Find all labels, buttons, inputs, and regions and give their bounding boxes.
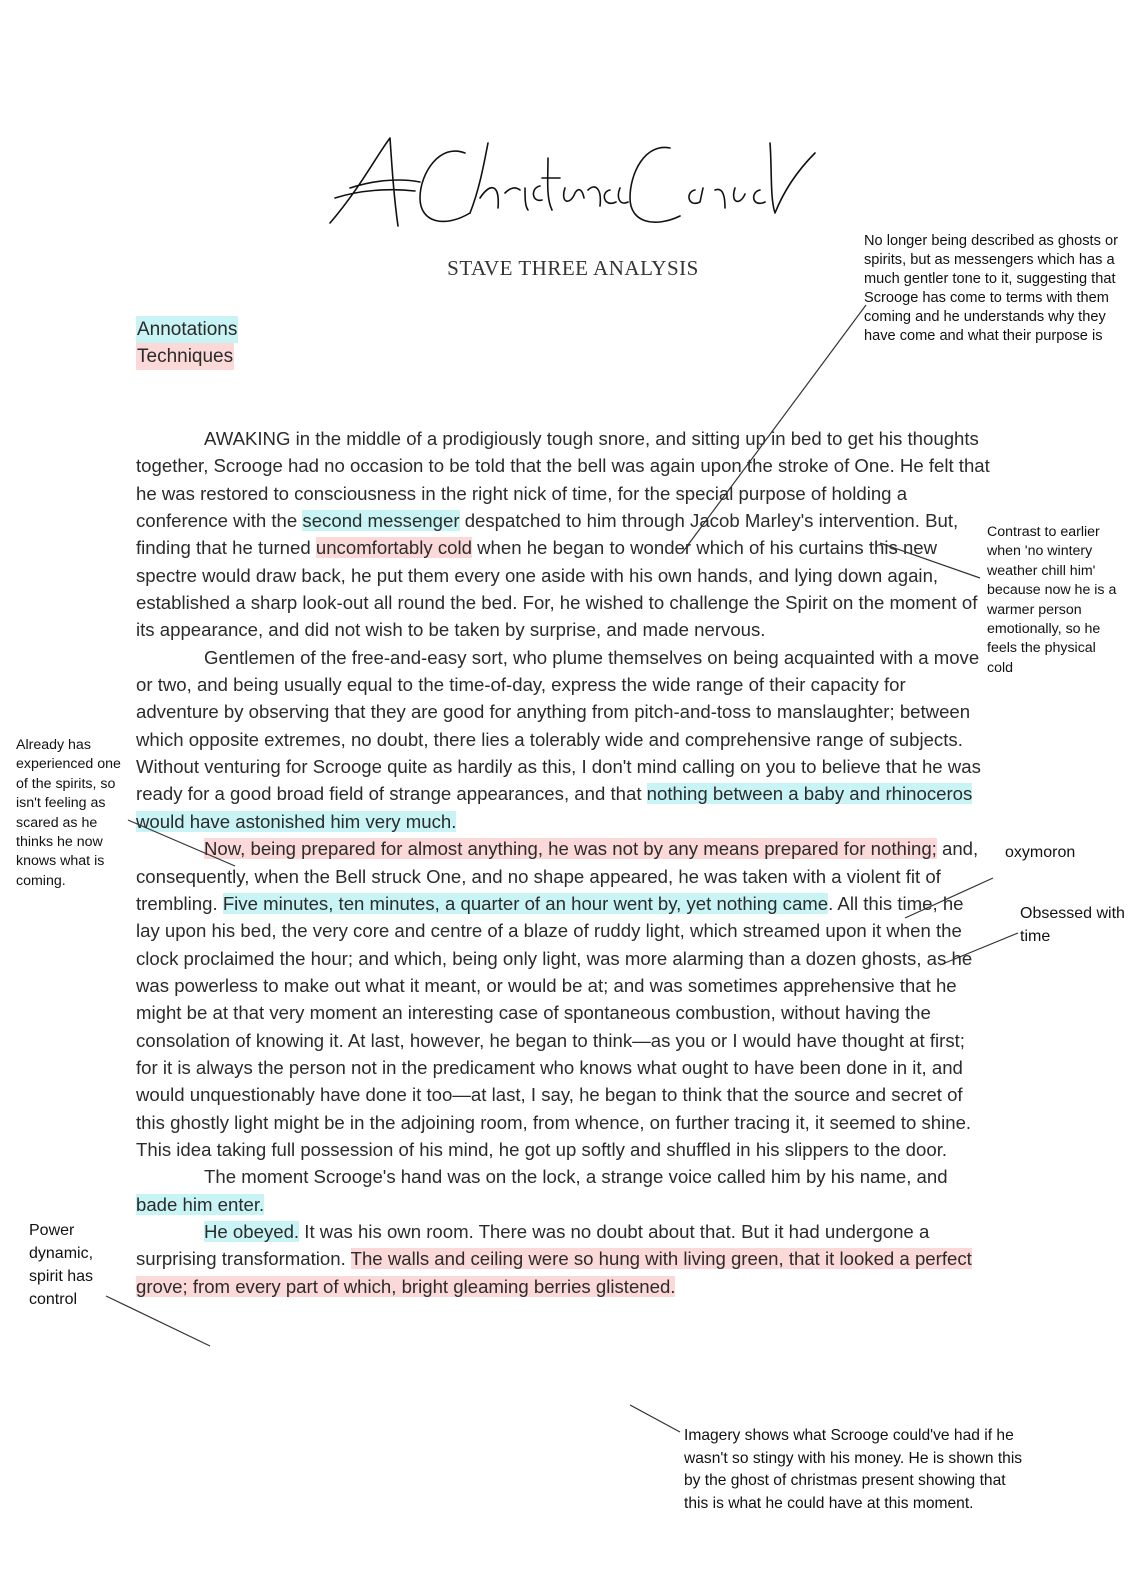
note-oxymoron: oxymoron xyxy=(1005,844,1076,861)
highlight-five-minutes: Five minutes, ten minutes, a quarter of an hour went by, yet nothing came xyxy=(222,892,829,914)
legend-annotations: Annotations xyxy=(136,316,238,343)
note-power-dynamic: Power dynamic, spirit has control xyxy=(29,1222,94,1308)
legend-techniques: Techniques xyxy=(136,343,234,370)
highlight-baby-rhinoceros: nothing between a baby and rhinoceros would have astonished him very much. xyxy=(136,783,973,832)
paragraph-3: Now, being prepared for almost anything, he was not by any means prepared for nothing; and, consequently, when the Bell struck One, and no shape appeared, he was taken with a violent fit of trembling. Five minutes, ten minutes, a quarter of an hour went by, yet nothing came. All this time, he lay upon his bed, the very core and centre of a blaze of ruddy light, which streamed upon it when the clock proclaimed the hour; and which, being only light, was more alarming than a dozen ghosts, as he was powerless to make out what it meant, or would be at; and was sometimes apprehensive that he might be at that very moment an interesting case of spontaneous combustion, without having the consolation of knowing it. At last, however, he began to think—as you or I would have thought at first; for it is always the person not in the predicament who knows what ought to have been done in it, and would unquestionably have done it too—at last, I say, he began to think that the source and secret of this ghostly light might be in the adjoining room, from whence, on further tracing it, it seemed to shine. This idea taking full possession of his mind, he got up softly and shuffled in his slippers to the door. xyxy=(136,838,979,1160)
note-messengers: No longer being described as ghosts or spirits, but as messengers which has a much gentler tone to it, suggesting that Scrooge has come to terms with them coming and he understands why they have come and what their purpose is xyxy=(864,233,1118,344)
note-obsessed-with-time: Obsessed with time xyxy=(1020,905,1125,945)
note-imagery: Imagery shows what Scrooge could've had if he wasn't so stingy with his money. He is shown this by the ghost of christmas present showing that this is what he could have at this moment. xyxy=(684,1427,1023,1512)
highlight-prepared-for-nothing: Now, being prepared for almost anything, he was not by any means prepared for nothing; xyxy=(204,838,937,860)
stave-text xyxy=(136,425,991,1300)
highlight-legend xyxy=(136,316,238,370)
paragraph-2: Gentlemen of the free-and-easy sort, who plume themselves on being acquainted with a move or two, and being usually equal to the time-of-day, express the wide range of their capacity for adventure by observing that they are good for anything from pitch-and-toss to manslaughter; between which opposite extremes, no doubt, there lies a tolerably wide and comprehensive range of subjects. Without venturing for Scrooge quite as hardily as this, I don't mind calling on you to believe that he was ready for a good broad field of strange appearances, and that nothing between a baby and rhinoceros would have astonished him very much. xyxy=(136,646,981,832)
paragraph-5: He obeyed. It was his own room. There was no doubt about that. But it had undergone a surprising transformation. The walls and ceiling were so hung with living green, that it looked a perfect grove; from every part of which, bright gleaming berries glistened. xyxy=(136,1220,972,1297)
connector-power xyxy=(106,1296,210,1346)
note-contrast: Contrast to earlier when 'no wintery weather chill him' because now he is a warmer person emotionally, so he feels the physical cold xyxy=(987,524,1117,676)
highlight-bade-him-enter: bade him enter. xyxy=(136,1193,265,1215)
connector-imagery xyxy=(630,1405,680,1432)
highlight-living-green: The walls and ceiling were so hung with living green, that it looked a perfect grove; from every part of which, bright gleaming berries glistened. xyxy=(136,1248,972,1297)
page-subtitle: STAVE THREE ANALYSIS xyxy=(447,256,699,280)
paragraph-1: AWAKING in the middle of a prodigiously tough snore, and sitting up in bed to get his thoughts together, Scrooge had no occasion to be told that the bell was again upon the stroke of One. He felt that he was restored to consciousness in the right nick of time, for the special purpose of holding a conference with the second messenger despatched to him through Jacob Marley's intervention. But, finding that he turned uncomfortably cold when he began to wonder which of his curtains this new spectre would draw back, he put them every one aside with his own hands, and lying down again, established a sharp look-out all round the bed. For, he wished to challenge the Spirit on the moment of its appearance, and did not wish to be taken by surprise, and made nervous. xyxy=(136,428,990,641)
note-already-experienced: Already has experienced one of the spirits, so isn't feeling as scared as he thinks he now knows what is coming. xyxy=(16,737,121,889)
highlight-uncomfortably-cold: uncomfortably cold xyxy=(315,537,472,559)
paragraph-4: The moment Scrooge's hand was on the lock, a strange voice called him by his name, and bade him enter. xyxy=(136,1166,948,1215)
title-script xyxy=(320,128,840,238)
highlight-he-obeyed: He obeyed. xyxy=(204,1220,300,1242)
highlight-second-messenger: second messenger xyxy=(302,510,460,532)
